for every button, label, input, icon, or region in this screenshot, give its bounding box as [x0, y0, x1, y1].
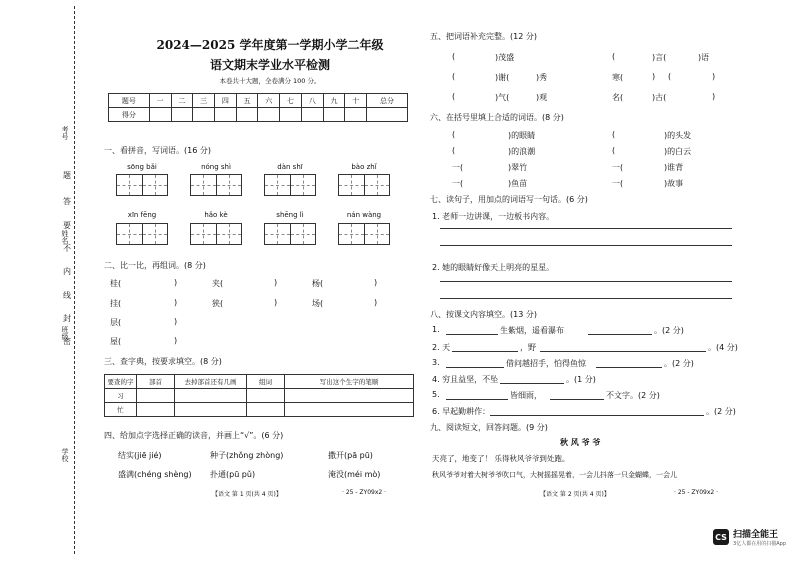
score-input[interactable] — [367, 108, 408, 122]
answer-blank[interactable] — [596, 367, 662, 368]
fill-text: 寒( — [612, 73, 624, 82]
section-7-title: 七、读句子，用加点的词语写一句话。(6 分) — [430, 195, 588, 204]
pinyin-label: nán wàng — [346, 211, 382, 219]
fill-paren: ( — [452, 52, 456, 61]
fill-text: )谁背 — [664, 163, 684, 172]
label-school: 学校 — [61, 448, 69, 462]
score-input[interactable] — [345, 108, 367, 122]
score-input[interactable] — [149, 108, 171, 122]
page-footer: 【语文 第 2 页(共 4 页)】 — [540, 491, 610, 498]
tianzige-box[interactable] — [338, 174, 390, 196]
fill-text: 名( — [612, 93, 624, 102]
dict-row — [105, 389, 414, 403]
score-input[interactable] — [193, 108, 215, 122]
fill-number: 3. — [432, 358, 440, 367]
fill-text: )的浪潮 — [508, 147, 536, 156]
tianzige-box[interactable] — [190, 223, 242, 245]
pinyin-label: dàn shī — [277, 163, 303, 171]
fill-text: )的白云 — [664, 147, 692, 156]
fill-text: 皆细雨， — [510, 391, 542, 400]
page-footer: 【语文 第 1 页(共 4 页)】 — [212, 491, 282, 498]
section-5-title: 五、把词语补充完整。(12 分) — [430, 32, 537, 41]
fill-text: )的头发 — [664, 131, 692, 140]
dict-header-row — [105, 375, 414, 389]
scanner-text — [733, 527, 786, 547]
fill-text: 生紫烟，遥看瀑布 — [500, 326, 564, 335]
answer-line[interactable] — [440, 298, 732, 299]
reading-choice[interactable]: 淹没(méi mò) — [328, 470, 381, 479]
fill-text: )的眼睛 — [508, 131, 536, 140]
page-title: 2024—2025 学年度第一学期小学二年级 — [156, 38, 384, 52]
fill-text: 。(2 分) — [706, 407, 736, 416]
answer-blank[interactable] — [500, 383, 564, 384]
pinyin-label: xīn fēng — [127, 211, 157, 219]
fill-paren: ( — [452, 72, 456, 81]
fill-text: )古( — [652, 93, 667, 102]
score-input[interactable] — [258, 108, 280, 122]
fill-text: )故事 — [664, 179, 684, 188]
answer-line[interactable] — [440, 228, 732, 229]
fill-paren: ( — [668, 72, 672, 81]
score-table — [108, 93, 408, 122]
pinyin-label: bào zhǐ — [351, 163, 377, 171]
fill-paren: ( — [612, 130, 616, 139]
dict-char: 习 — [105, 389, 137, 403]
dictionary-table — [104, 374, 414, 417]
pinyin-label: hǎo kè — [204, 211, 228, 219]
section-6-title: 六、在括号里填上合适的词语。(8 分) — [430, 113, 564, 122]
tianzige-box[interactable] — [338, 223, 390, 245]
fill-text: ) — [652, 72, 656, 81]
section-4-title: 四、给加点字选择正确的读音，并画上“√”。(6 分) — [104, 431, 284, 440]
paren-close: ) — [274, 298, 278, 307]
fill-text: 2. 天 — [432, 343, 451, 352]
compare-item: 屋( — [110, 337, 122, 346]
score-input[interactable] — [301, 108, 323, 122]
fold-line — [74, 6, 75, 554]
compare-item: 挂( — [110, 299, 122, 308]
exam-note: 本卷共十大题，全卷满分 100 分。 — [219, 77, 321, 85]
label-exam-number: 考号 — [61, 126, 69, 140]
fill-text: )谢( — [495, 73, 510, 82]
reading-choice[interactable]: 种子(zhǒng zhòng) — [210, 451, 284, 460]
score-input[interactable] — [236, 108, 258, 122]
fill-paren: ( — [452, 92, 456, 101]
seal-char: 题 — [63, 171, 71, 180]
dict-header: 写出这个生字的笔顺 — [285, 375, 414, 389]
score-cell: 得分 — [109, 108, 150, 122]
answer-blank[interactable] — [446, 334, 498, 335]
reading-choice[interactable]: 结实(jiē jié) — [118, 451, 162, 460]
score-input[interactable] — [280, 108, 302, 122]
section-1-title: 一、看拼音，写词语。(16 分) — [104, 146, 211, 155]
score-cell: 三 — [193, 94, 215, 108]
camscanner-logo: CS — [713, 529, 729, 545]
fill-paren: 一( — [612, 179, 624, 188]
fill-paren: ( — [452, 130, 456, 139]
fill-text: 。(1 分) — [566, 375, 596, 384]
dict-char: 忙 — [105, 403, 137, 417]
dict-answer[interactable] — [175, 389, 247, 403]
answer-blank[interactable] — [588, 334, 652, 335]
dict-header: 要查的字 — [105, 375, 137, 389]
page-subtitle: 语文期末学业水平检测 — [209, 58, 330, 72]
compare-item: 夹( — [212, 279, 224, 288]
score-cell: 总分 — [367, 94, 408, 108]
binding-strip — [0, 0, 78, 561]
score-cell: 六 — [258, 94, 280, 108]
paren-close: ) — [174, 298, 178, 307]
fill-number: 1. — [432, 325, 440, 334]
fill-paren: ) — [712, 92, 716, 101]
fill-paren: 一( — [452, 179, 464, 188]
reading-choice[interactable]: 撒开(pā pū) — [328, 451, 373, 460]
answer-line[interactable] — [440, 245, 732, 246]
fill-text: )语 — [698, 53, 710, 62]
section-9-title: 九、阅读短文，回答问题。(9 分) — [430, 423, 548, 432]
score-input[interactable] — [171, 108, 193, 122]
score-cell: 一 — [149, 94, 171, 108]
fill-text: 6. 早起勤耕作： — [432, 407, 491, 416]
fill-text: 4. 穷且益坚，不坠 — [432, 375, 499, 384]
paren-close: ) — [174, 336, 178, 345]
score-input[interactable] — [323, 108, 345, 122]
reading-choice[interactable]: 扑通(pū pǔ) — [210, 470, 256, 479]
fill-paren: 一( — [612, 163, 624, 172]
score-value-row — [109, 108, 408, 122]
fill-number: 5. — [432, 390, 440, 399]
seal-char: 内 — [63, 267, 71, 276]
fill-text: )气( — [495, 93, 510, 102]
seal-char: 线 — [63, 291, 71, 300]
fill-paren: ( — [612, 146, 616, 155]
tianzige-box[interactable] — [116, 174, 168, 196]
fill-text: ，野 — [520, 343, 536, 352]
answer-line[interactable] — [440, 281, 732, 282]
compare-item: 场( — [312, 299, 324, 308]
answer-blank[interactable] — [452, 351, 518, 352]
fill-text: )秀 — [536, 73, 548, 82]
reading-choice[interactable]: 盛满(chéng shèng) — [118, 470, 192, 479]
fill-text: )鱼苗 — [508, 179, 528, 188]
score-cell: 九 — [323, 94, 345, 108]
scanner-name: 扫描全能王 — [733, 530, 779, 540]
fill-text: )观 — [536, 93, 548, 102]
dict-header: 组词 — [247, 375, 285, 389]
fill-text: 借问越招手，怕得鱼惊 — [506, 359, 586, 368]
pinyin-label: shēng lì — [276, 211, 304, 219]
pinyin-label: nóng shì — [201, 163, 231, 171]
fill-text: 不文字。(2 分) — [606, 391, 660, 400]
fill-text: )茂盛 — [495, 53, 515, 62]
score-input[interactable] — [214, 108, 236, 122]
score-cell: 五 — [236, 94, 258, 108]
tianzige-box[interactable] — [264, 223, 316, 245]
pinyin-label: sōng bǎi — [127, 163, 157, 171]
fill-paren: ( — [452, 146, 456, 155]
compare-item: 桂( — [110, 279, 122, 288]
compare-item: 狭( — [212, 299, 224, 308]
story-text: 天亮了，地变了！ 乐得秋风爷爷到处跑。 — [432, 454, 570, 463]
compare-item: 层( — [110, 318, 122, 327]
page-code: · 25 - ZY09x2 · — [342, 489, 387, 496]
paren-close: ) — [174, 317, 178, 326]
scanner-sub: 3亿人都在用的扫描App — [733, 541, 786, 547]
dict-answer[interactable] — [137, 389, 175, 403]
seal-char: 封 — [63, 314, 71, 323]
dict-header: 部首 — [137, 375, 175, 389]
score-header-row — [109, 94, 408, 108]
label-class: 班级 — [61, 326, 69, 340]
dict-answer[interactable] — [175, 403, 247, 417]
fill-text: )言( — [652, 53, 667, 62]
fill-paren: ( — [612, 52, 616, 61]
story-title: 秋 风 爷 爷 — [560, 438, 601, 447]
fill-text: 。(4 分) — [708, 343, 738, 352]
sentence-prompt: 1. 老师一边讲课，一边板书内容。 — [432, 212, 555, 221]
tianzige-box[interactable] — [190, 174, 242, 196]
answer-blank[interactable] — [540, 351, 706, 352]
section-8-title: 八、按课文内容填空。(13 分) — [430, 310, 537, 319]
score-cell: 十 — [345, 94, 367, 108]
score-cell: 八 — [301, 94, 323, 108]
dict-header: 去掉部首还有几画 — [175, 375, 247, 389]
score-cell: 二 — [171, 94, 193, 108]
seal-char: 密 — [63, 337, 71, 346]
fill-paren: 一( — [452, 163, 464, 172]
fill-text: 。(2 分) — [664, 359, 694, 368]
seal-char: 答 — [63, 197, 71, 206]
sentence-prompt: 2. 她的眼睛好像天上明亮的星星。 — [432, 263, 555, 272]
fill-text: )翠竹 — [508, 163, 528, 172]
dict-row — [105, 403, 414, 417]
dict-answer[interactable] — [137, 403, 175, 417]
paren-close: ) — [174, 278, 178, 287]
story-text: 秋风爷爷对着大树爷爷吹口气，大树摇摇晃着，一会儿抖落一只金蝴蝶，一会儿 — [432, 471, 677, 479]
answer-blank[interactable] — [490, 415, 704, 416]
dict-answer[interactable] — [247, 389, 285, 403]
dict-answer[interactable] — [285, 403, 414, 417]
answer-blank[interactable] — [446, 399, 508, 400]
page-code: · 25 - ZY09x2 · — [674, 489, 719, 496]
fill-text: 。(2 分) — [654, 326, 684, 335]
score-cell: 七 — [280, 94, 302, 108]
paren-close: ) — [374, 278, 378, 287]
compare-item: 杨( — [312, 279, 324, 288]
seal-char: 不 — [63, 244, 71, 253]
answer-blank[interactable] — [446, 367, 504, 368]
seal-char: 要 — [63, 221, 71, 230]
answer-blank[interactable] — [550, 399, 604, 400]
score-cell: 题号 — [109, 94, 150, 108]
tianzige-box[interactable] — [116, 223, 168, 245]
fill-paren: ) — [712, 72, 716, 81]
tianzige-box[interactable] — [264, 174, 316, 196]
scanner-badge — [713, 527, 786, 547]
section-2-title: 二、比一比，再组词。(8 分) — [104, 261, 206, 270]
paren-close: ) — [374, 298, 378, 307]
label-name: 姓名 — [61, 230, 69, 244]
dict-answer[interactable] — [247, 403, 285, 417]
section-3-title: 三、查字典，按要求填空。(8 分) — [104, 357, 222, 366]
score-cell: 四 — [214, 94, 236, 108]
dict-answer[interactable] — [285, 389, 414, 403]
paren-close: ) — [274, 278, 278, 287]
